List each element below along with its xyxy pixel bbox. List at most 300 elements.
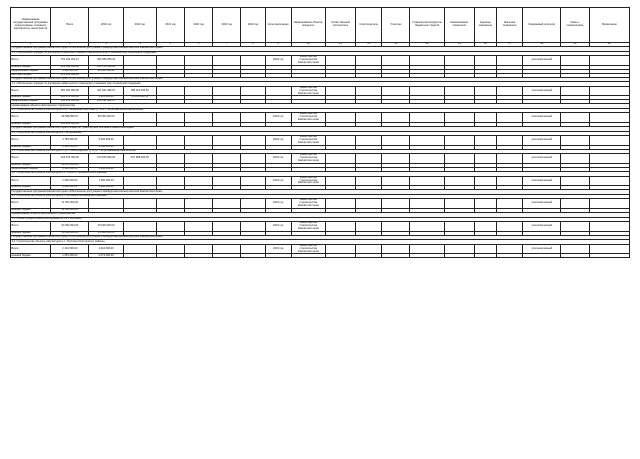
subsection-title: 3.2. Строительство объекта «Жилой дом в с. Тиличики Олюторского района» bbox=[11, 240, 630, 245]
value-cell bbox=[213, 136, 241, 146]
funding-source-cell: Всего bbox=[11, 86, 51, 96]
table-cell bbox=[474, 154, 496, 164]
column-header: Значение показателя bbox=[497, 8, 523, 43]
value-cell bbox=[213, 244, 241, 254]
value-cell: 3 000 000,00 bbox=[89, 145, 123, 149]
table-cell bbox=[444, 136, 474, 146]
value-cell: 321 941 489,97 bbox=[89, 86, 123, 96]
value-cell bbox=[213, 222, 241, 232]
value-cell bbox=[156, 154, 184, 164]
section-title: Наименование объекта капитального строительства bbox=[11, 213, 630, 218]
table-cell bbox=[325, 199, 355, 209]
table-cell bbox=[356, 154, 382, 164]
responsible-cell: Министерство строительства Камчатского края bbox=[291, 244, 325, 254]
column-number: 1 bbox=[11, 43, 51, 47]
value-cell: 2019 год bbox=[265, 154, 291, 164]
value-cell: 15 000 000,00 bbox=[89, 222, 123, 232]
value-cell: 350 000 000,00 bbox=[51, 123, 89, 127]
table-row bbox=[11, 222, 630, 232]
column-header: Участник bbox=[382, 8, 410, 43]
value-cell bbox=[265, 254, 291, 258]
table-cell bbox=[561, 244, 589, 254]
table-cell: уполномоченный bbox=[523, 56, 561, 66]
table-cell bbox=[325, 222, 355, 232]
value-cell bbox=[185, 136, 213, 146]
subsection-title: 1.1. Обеспечение граждан по договорам социального найма в Камчатском крае и оказание мер социальной поддержки bbox=[11, 51, 630, 56]
responsible-cell: Министерство строительства Камчатского края bbox=[291, 136, 325, 146]
column-header: 2020 год bbox=[123, 8, 156, 43]
value-cell: 978 168 868,00 bbox=[51, 73, 89, 77]
value-cell bbox=[265, 86, 291, 96]
value-cell: 1 130 850,00 bbox=[51, 168, 89, 172]
value-cell: 6 926 629,00 bbox=[89, 136, 123, 146]
value-cell bbox=[185, 56, 213, 66]
column-header: Главный распорядитель бюджетных средств bbox=[410, 8, 444, 43]
column-number: 16 bbox=[474, 43, 496, 47]
table-cell bbox=[561, 86, 589, 96]
responsible-cell: Министерство строительства Камчатского края bbox=[291, 222, 325, 232]
table-cell bbox=[497, 154, 523, 164]
table-cell bbox=[474, 136, 496, 146]
value-cell: 55 164 909,51 bbox=[123, 96, 156, 100]
value-cell: 11 500 000,00 bbox=[51, 199, 89, 209]
table-cell bbox=[325, 244, 355, 254]
table-cell: уполномоченный bbox=[523, 154, 561, 164]
table-cell bbox=[497, 222, 523, 232]
section-title: Государственная программа Камчатского края «Обеспечение доступным и комфортным жильем жителей Камчатского края» bbox=[11, 190, 630, 195]
table-cell bbox=[356, 244, 382, 254]
table-cell bbox=[444, 113, 474, 123]
table-cell bbox=[497, 86, 523, 96]
funding-source-cell: Всего bbox=[11, 176, 51, 186]
table-cell: уполномоченный bbox=[523, 244, 561, 254]
value-cell bbox=[185, 176, 213, 186]
table-cell bbox=[589, 199, 629, 209]
column-number: 3 bbox=[89, 43, 123, 47]
value-cell bbox=[185, 244, 213, 254]
table-cell bbox=[382, 199, 410, 209]
funding-source-cell: Всего bbox=[11, 113, 51, 123]
table-cell bbox=[325, 113, 355, 123]
value-cell bbox=[241, 176, 265, 186]
table-cell bbox=[356, 86, 382, 96]
table-cell bbox=[444, 176, 474, 186]
table-cell bbox=[382, 154, 410, 164]
value-cell bbox=[185, 86, 213, 96]
table-cell bbox=[444, 154, 474, 164]
funding-source-cell: краевой бюджет bbox=[11, 65, 51, 69]
value-cell bbox=[185, 154, 213, 164]
value-cell: 41 261 560,41 bbox=[89, 69, 123, 73]
funding-source-cell: краевой бюджет bbox=[11, 164, 51, 168]
table-row bbox=[11, 244, 630, 254]
funding-source-cell: краевой бюджет bbox=[11, 145, 51, 149]
document-page bbox=[10, 7, 630, 445]
value-cell: 2019 год bbox=[265, 222, 291, 232]
table-cell bbox=[497, 199, 523, 209]
table-cell bbox=[589, 113, 629, 123]
value-cell: 1 130 850,00 bbox=[89, 168, 123, 172]
table-cell bbox=[410, 176, 444, 186]
funding-source-cell: краевой бюджет bbox=[11, 231, 51, 235]
value-cell bbox=[123, 199, 156, 209]
value-cell: 2 410 000,00 bbox=[89, 244, 123, 254]
value-cell bbox=[241, 244, 265, 254]
table-cell bbox=[410, 199, 444, 209]
column-header: Связь с показателями bbox=[561, 8, 589, 43]
value-cell bbox=[156, 56, 184, 66]
column-header: 2023 год bbox=[213, 8, 241, 43]
value-cell: 2019 год bbox=[265, 176, 291, 186]
table-cell bbox=[561, 113, 589, 123]
funding-source-cell: краевой бюджет bbox=[11, 123, 51, 127]
funding-source-cell: местный бюджет bbox=[11, 73, 51, 77]
responsible-cell: Министерство строительства Камчатского края bbox=[291, 113, 325, 123]
value-cell bbox=[156, 222, 184, 232]
table-cell bbox=[356, 113, 382, 123]
column-number: 6 bbox=[185, 43, 213, 47]
table-cell bbox=[444, 86, 474, 96]
table-cell bbox=[444, 254, 474, 258]
column-number: 19 bbox=[561, 43, 589, 47]
value-cell: 11 500 000,00 bbox=[51, 209, 89, 213]
value-cell bbox=[89, 199, 123, 209]
value-cell: 207 958 000,00 bbox=[123, 154, 156, 164]
table-cell bbox=[325, 136, 355, 146]
section-title: Государственная программа Камчатского края «Обеспечение доступным и комфортным жильем жителей Камчатского края» bbox=[11, 235, 630, 240]
table-cell bbox=[444, 56, 474, 66]
value-cell bbox=[156, 113, 184, 123]
table-cell bbox=[474, 222, 496, 232]
funding-source-cell: Всего bbox=[11, 199, 51, 209]
column-header: Соисполнитель bbox=[356, 8, 382, 43]
table-cell bbox=[474, 254, 496, 258]
section-title: Государственная программа Камчатского края «Обеспечение доступным и комфортным жильем жителей Камчатского края» bbox=[11, 47, 630, 52]
table-cell bbox=[497, 176, 523, 186]
value-cell: 1 051 000,00 bbox=[51, 254, 89, 258]
table-cell bbox=[444, 244, 474, 254]
value-cell bbox=[156, 86, 184, 96]
column-number: 10 bbox=[291, 43, 325, 47]
table-cell bbox=[561, 176, 589, 186]
table-row bbox=[11, 199, 630, 209]
table-cell bbox=[589, 154, 629, 164]
table-cell bbox=[382, 244, 410, 254]
table-cell: уполномоченный bbox=[523, 136, 561, 146]
table-cell bbox=[589, 254, 629, 258]
column-header: 2021 год bbox=[156, 8, 184, 43]
table-row bbox=[11, 86, 630, 96]
table-cell bbox=[410, 254, 444, 258]
table-cell bbox=[444, 222, 474, 232]
column-number: 20 bbox=[589, 43, 629, 47]
value-cell: 2 074 000,00 bbox=[89, 254, 123, 258]
value-cell bbox=[123, 113, 156, 123]
value-cell bbox=[213, 199, 241, 209]
table-cell bbox=[497, 254, 523, 258]
table-cell bbox=[382, 86, 410, 96]
funding-source-cell: Всего bbox=[11, 222, 51, 232]
value-cell bbox=[213, 176, 241, 186]
value-cell bbox=[156, 254, 184, 258]
table-cell bbox=[474, 176, 496, 186]
table-cell bbox=[382, 113, 410, 123]
table-cell bbox=[444, 199, 474, 209]
value-cell bbox=[213, 113, 241, 123]
column-number: 9 bbox=[265, 43, 291, 47]
table-cell bbox=[356, 176, 382, 186]
value-cell bbox=[213, 86, 241, 96]
responsible-cell: Министерство строительства Камчатского края bbox=[291, 154, 325, 164]
value-cell: 2019 год bbox=[265, 244, 291, 254]
value-cell: 1 381 600,00 bbox=[89, 96, 123, 100]
table-cell bbox=[561, 56, 589, 66]
value-cell: 55 000 000,00 bbox=[89, 113, 123, 123]
funding-source-cell: федеральный бюджет bbox=[11, 168, 51, 172]
value-cell bbox=[123, 254, 156, 258]
funding-source-cell: федеральный бюджет bbox=[11, 69, 51, 73]
table-cell bbox=[325, 86, 355, 96]
table-cell bbox=[356, 56, 382, 66]
funding-source-cell: Всего bbox=[11, 244, 51, 254]
table-cell bbox=[410, 56, 444, 66]
value-cell bbox=[123, 244, 156, 254]
table-cell bbox=[356, 199, 382, 209]
table-cell bbox=[589, 244, 629, 254]
value-cell bbox=[213, 56, 241, 66]
program-table bbox=[10, 7, 630, 258]
column-number: 12 bbox=[356, 43, 382, 47]
value-cell bbox=[156, 244, 184, 254]
value-cell: 3 964 050,00 bbox=[51, 145, 89, 149]
responsible-cell: Министерство строительства Камчатского края bbox=[291, 176, 325, 186]
column-header: Наименование показателя bbox=[444, 8, 474, 43]
column-number: 15 bbox=[444, 43, 474, 47]
value-cell: 219 191 489,97 bbox=[89, 100, 123, 104]
table-cell bbox=[561, 199, 589, 209]
value-cell bbox=[241, 222, 265, 232]
value-cell: 1 260 000,00 bbox=[89, 186, 123, 190]
table-cell bbox=[410, 222, 444, 232]
table-cell bbox=[325, 154, 355, 164]
table-cell bbox=[523, 254, 561, 258]
subsection-title: 1.2. Обеспечение граждан по договорам найма жилого помещения и оказание мер социальной поддержки bbox=[11, 82, 630, 87]
section-title: Государственная программа Камчатского края «Развитие транспортной системы в Камчатском крае» bbox=[11, 127, 630, 132]
table-cell bbox=[561, 222, 589, 232]
funding-source-cell: краевой бюджет bbox=[11, 96, 51, 100]
column-number: 2 bbox=[51, 43, 89, 47]
table-cell: уполномоченный bbox=[523, 176, 561, 186]
table-row bbox=[11, 113, 630, 123]
value-cell: 2019 год bbox=[265, 113, 291, 123]
value-cell: 103 979 060,00 bbox=[89, 154, 123, 164]
subsection-title: 2.4. Строительство объекта «Жилой дом в п. Ключи Усть-Камчатского района» bbox=[11, 172, 630, 177]
responsible-cell: Министерство строительства Камчатского края bbox=[291, 56, 325, 66]
value-cell bbox=[213, 154, 241, 164]
column-number: 7 bbox=[213, 43, 241, 47]
column-header: Наименование объекта, мощность bbox=[291, 8, 325, 43]
section-title: Наименование объекта капитального строительства bbox=[11, 104, 630, 109]
value-cell bbox=[185, 199, 213, 209]
table-cell bbox=[325, 176, 355, 186]
value-cell: 306 283 265,44 bbox=[89, 56, 123, 66]
funding-source-cell: краевой бюджет bbox=[11, 254, 51, 258]
table-cell: уполномоченный bbox=[523, 86, 561, 96]
table-cell bbox=[589, 176, 629, 186]
table-cell bbox=[410, 244, 444, 254]
column-header: Срок реализации bbox=[265, 8, 291, 43]
value-cell: 1 260 000,00 bbox=[51, 176, 89, 186]
value-cell: 104 872 000,00 bbox=[51, 96, 89, 100]
value-cell: 2019 год bbox=[265, 56, 291, 66]
responsible-cell: Министерство строительства Камчатского края bbox=[291, 86, 325, 96]
table-cell bbox=[589, 222, 629, 232]
value-cell: 2019 год bbox=[265, 199, 291, 209]
table-cell bbox=[325, 56, 355, 66]
value-cell bbox=[241, 113, 265, 123]
value-cell bbox=[123, 136, 156, 146]
value-cell bbox=[123, 176, 156, 186]
funding-source-cell: краевой бюджет bbox=[11, 209, 51, 213]
column-number: 18 bbox=[523, 43, 561, 47]
table-cell bbox=[474, 113, 496, 123]
value-cell bbox=[241, 254, 265, 258]
value-cell bbox=[156, 176, 184, 186]
value-cell: 46 548 508,57 bbox=[51, 113, 89, 123]
table-cell bbox=[382, 254, 410, 258]
value-cell: 291 354 000,00 bbox=[51, 100, 89, 104]
table-row bbox=[11, 254, 630, 258]
table-cell bbox=[410, 86, 444, 96]
table-header bbox=[11, 8, 630, 47]
table-cell bbox=[497, 136, 523, 146]
column-header: 2024 год bbox=[241, 8, 265, 43]
value-cell bbox=[123, 222, 156, 232]
value-cell bbox=[123, 56, 156, 66]
value-cell: 54 094 000,00 bbox=[51, 231, 89, 235]
subsection-title: 3.1. Реконструкция объекта «Котельная № 4 в г. Елизово» bbox=[11, 217, 630, 222]
value-cell: 4 784 000,00 bbox=[51, 136, 89, 146]
value-cell bbox=[241, 136, 265, 146]
table-cell bbox=[325, 254, 355, 258]
table-cell bbox=[589, 136, 629, 146]
value-cell: 1 260 000,00 bbox=[51, 186, 89, 190]
table-cell bbox=[474, 244, 496, 254]
value-cell: 2 410 000,00 bbox=[51, 244, 89, 254]
value-cell: 54 094 000,00 bbox=[51, 222, 89, 232]
column-header: 2022 год bbox=[185, 8, 213, 43]
table-cell bbox=[497, 113, 523, 123]
column-number: 5 bbox=[156, 43, 184, 47]
column-number: 14 bbox=[410, 43, 444, 47]
value-cell: 1 260 000,00 bbox=[89, 176, 123, 186]
value-cell: 109 709 394,00 bbox=[89, 65, 123, 69]
value-cell: 15 000 000,00 bbox=[89, 231, 123, 235]
section-title: Государственная программа Камчатского края «Обеспечение доступным и комфортным жильем жителей Камчатского края» bbox=[11, 77, 630, 82]
table-cell bbox=[410, 113, 444, 123]
value-cell bbox=[185, 222, 213, 232]
column-number: 17 bbox=[497, 43, 523, 47]
responsible-cell: Министерство строительства Камчатского края bbox=[291, 199, 325, 209]
table-row bbox=[11, 154, 630, 164]
value-cell: 381 354 000,00 bbox=[51, 86, 89, 96]
table-body bbox=[11, 47, 630, 258]
column-number: 13 bbox=[382, 43, 410, 47]
funding-source-cell: Всего bbox=[11, 56, 51, 66]
table-cell bbox=[497, 56, 523, 66]
table-row bbox=[11, 136, 630, 146]
column-header: Ожидаемый результат bbox=[523, 8, 561, 43]
table-cell bbox=[382, 176, 410, 186]
table-cell bbox=[474, 199, 496, 209]
table-cell bbox=[474, 56, 496, 66]
column-header: Единица измерения bbox=[474, 8, 496, 43]
value-cell bbox=[185, 113, 213, 123]
column-header: Ответственный исполнитель bbox=[325, 8, 355, 43]
value-cell: 103 979 060,00 bbox=[51, 154, 89, 164]
value-cell: 2019 год bbox=[265, 136, 291, 146]
subsection-title: 2.5. Строительство объекта «Жилой дом в с. Мильково Мильковского района» bbox=[11, 194, 630, 199]
table-row bbox=[11, 56, 630, 66]
table-cell bbox=[356, 136, 382, 146]
value-cell: 701 042 202,12 bbox=[51, 56, 89, 66]
value-cell bbox=[185, 254, 213, 258]
column-header: Примечание bbox=[589, 8, 629, 43]
table-cell bbox=[356, 254, 382, 258]
column-header: Всего bbox=[51, 8, 89, 43]
table-cell bbox=[589, 86, 629, 96]
table-cell bbox=[474, 86, 496, 96]
funding-source-cell: федеральный бюджет bbox=[11, 100, 51, 104]
table-cell bbox=[561, 254, 589, 258]
funding-source-cell: краевой бюджет bbox=[11, 186, 51, 190]
value-cell bbox=[241, 199, 265, 209]
responsible-cell bbox=[291, 254, 325, 258]
column-number: 11 bbox=[325, 43, 355, 47]
subsection-title: 2.2. Строительство объекта «Жилой дом в г. Вилючинске» bbox=[11, 131, 630, 136]
funding-source-cell: Всего bbox=[11, 136, 51, 146]
table-cell bbox=[382, 222, 410, 232]
value-cell bbox=[241, 154, 265, 164]
table-cell bbox=[561, 136, 589, 146]
funding-source-cell: Всего bbox=[11, 154, 51, 164]
table-row bbox=[11, 176, 630, 186]
table-cell: уполномоченный bbox=[523, 199, 561, 209]
column-header: Наименование государственной программы, подпрограммы, основного мероприятия, мероприятия bbox=[11, 8, 51, 43]
value-cell bbox=[241, 86, 265, 96]
table-cell: уполномоченный bbox=[523, 113, 561, 123]
value-cell bbox=[241, 56, 265, 66]
column-number: 4 bbox=[123, 43, 156, 47]
value-cell bbox=[156, 136, 184, 146]
table-cell bbox=[410, 154, 444, 164]
value-cell: 285 116 003,53 bbox=[123, 86, 156, 96]
value-cell bbox=[213, 254, 241, 258]
table-cell bbox=[356, 222, 382, 232]
subsection-title: 2.3. Строительство объекта «Жилой дом по ул. Ленинградская, д. 40 в г. Петропавловске-Камчатском» bbox=[11, 149, 630, 154]
column-header: 2019 год bbox=[89, 8, 123, 43]
table-cell bbox=[589, 56, 629, 66]
table-cell bbox=[561, 154, 589, 164]
value-cell: 201 993 333,00 bbox=[51, 65, 89, 69]
subsection-title: 2.1. Строительство объекта «Жилой дом по ул. Академика Королева, д. 11 в г. Петропавловске-Камчатском» bbox=[11, 108, 630, 113]
value-cell: 3 550 000,00 bbox=[51, 69, 89, 73]
table-cell bbox=[382, 136, 410, 146]
table-cell: уполномоченный bbox=[523, 222, 561, 232]
column-number: 8 bbox=[241, 43, 265, 47]
value-cell: 13 979 060,00 bbox=[51, 164, 89, 168]
value-cell bbox=[156, 199, 184, 209]
